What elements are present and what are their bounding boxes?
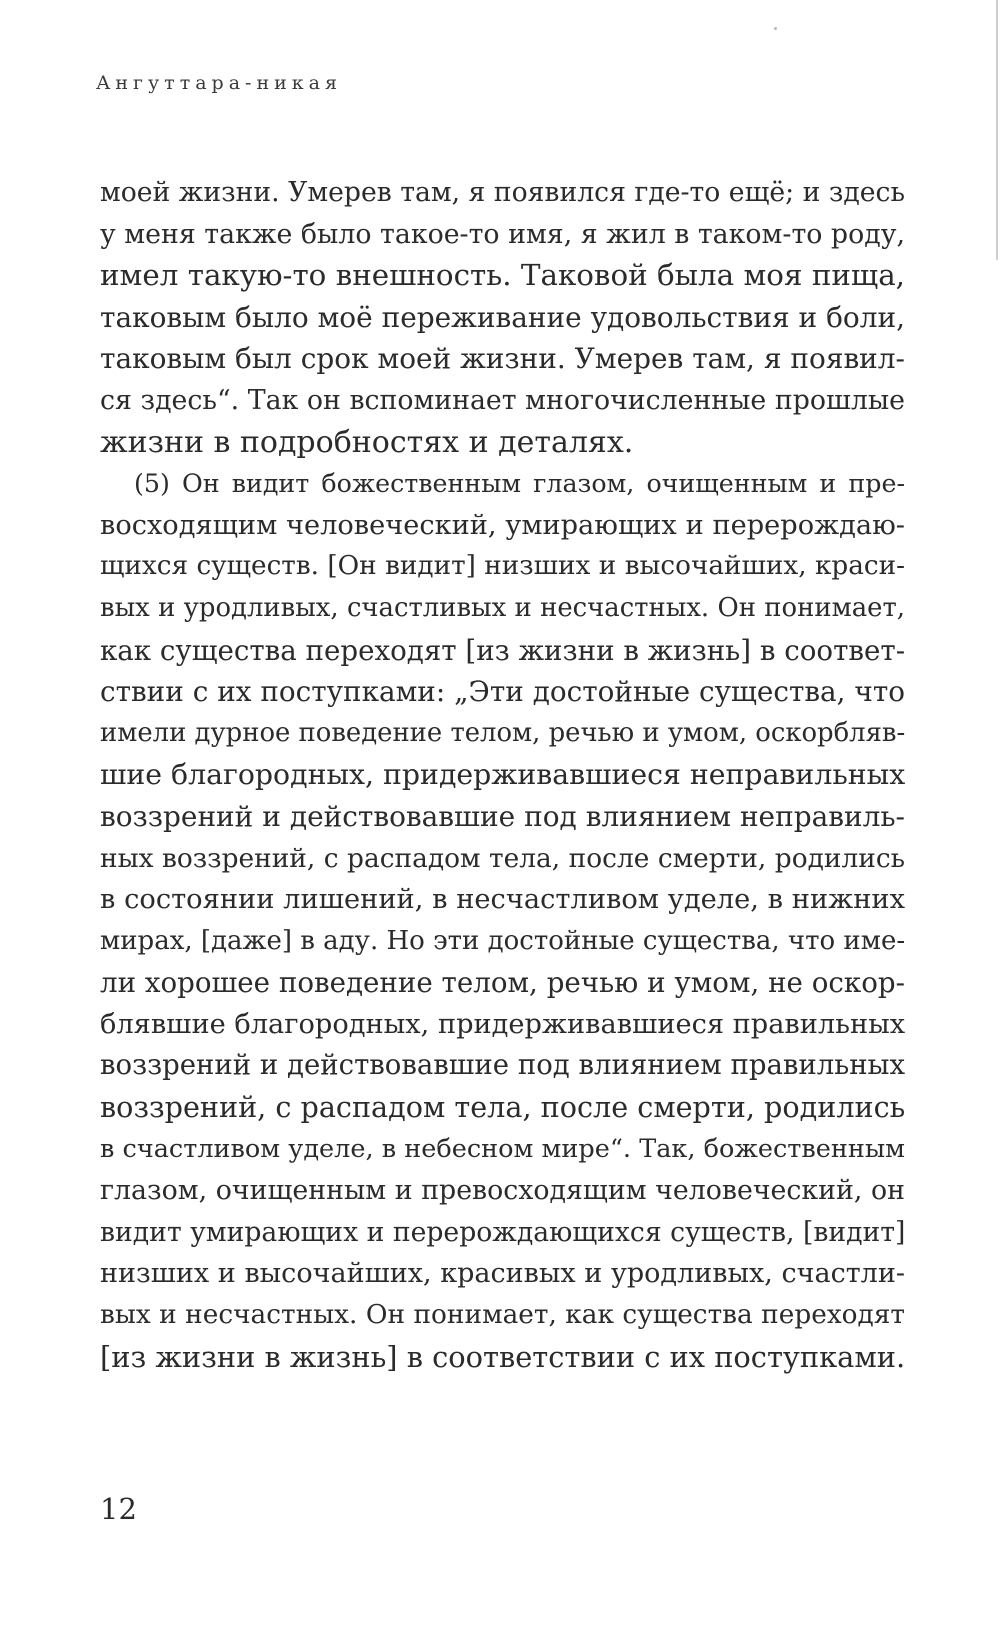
text-line: низших и высочайших, красивых и уродливых, счастли- xyxy=(100,1258,905,1290)
text-line: [из жизни в жизнь] в соответствии с их поступками. xyxy=(100,1339,906,1374)
text-line: мирах, [даже] в аду. Но эти достойные существа, что име- xyxy=(100,925,906,956)
text-line: ных воззрений, с распадом тела, после смерти, родились xyxy=(100,842,905,874)
text-line: таковым был срок моей жизни. Умерев там, я появил- xyxy=(100,342,905,376)
paper-speck xyxy=(774,27,777,30)
text-line: имели дурное поведение телом, речью и умом, оскорбляв- xyxy=(100,717,906,748)
text-line: вых и несчастных. Он понимает, как существа переходят xyxy=(100,1300,905,1331)
text-line: имел такую-то внешность. Таковой была моя пища, xyxy=(100,258,905,293)
text-line: у меня также было такое-то имя, я жил в таком-то роду, xyxy=(100,218,905,250)
text-line: ся здесь“. Так он вспоминает многочисленные прошлые xyxy=(100,384,905,416)
text-line: в состоянии лишений, в несчастливом уделе, в нижних xyxy=(100,884,905,916)
body-text xyxy=(100,172,905,1378)
text-line: ли хорошее поведение телом, речью и умом, не оскор- xyxy=(100,966,905,1000)
text-line: ствии с их поступками: „Эти достойные существа, что xyxy=(100,675,905,709)
text-line: воззрений и действовавшие под влиянием неправиль- xyxy=(100,799,905,833)
page-edge-shadow xyxy=(996,0,998,260)
text-line: как существа переходят [из жизни в жизнь] в соответ- xyxy=(100,633,906,667)
text-line: таковым было моё переживание удовольствия и боли, xyxy=(100,300,905,334)
text-line: воззрений, с распадом тела, после смерти, родились xyxy=(100,1090,906,1125)
text-line: в счастливом уделе, в небесном мире“. Так, божественным xyxy=(100,1133,905,1164)
text-line: шие благородных, придерживавшиеся неправильных xyxy=(100,758,906,792)
text-line: глазом, очищенным и превосходящим человеческий, он xyxy=(100,1175,905,1207)
text-line: (5) Он видит божественным глазом, очищенным и пре- xyxy=(134,469,905,499)
text-line: моей жизни. Умерев там, я появился где-то ещё; и здесь xyxy=(100,177,905,208)
text-line: блявшие благородных, придерживавшиеся правильных xyxy=(100,1008,906,1040)
text-line: восходящим человеческий, умирающих и перерождаю- xyxy=(100,509,905,541)
paragraph-2 xyxy=(100,463,905,1378)
paragraph-1 xyxy=(100,172,905,463)
text-line: вых и уродливых, счастливых и несчастных. Он понимает, xyxy=(100,592,905,623)
page-number: 12 xyxy=(100,1492,137,1526)
text-line: жизни в подробностях и деталях. xyxy=(100,424,634,460)
text-line: видит умирающих и перерождающихся существ, [видит] xyxy=(100,1216,906,1248)
running-head: Ангуттара-никая xyxy=(96,72,342,94)
text-line: щихся существ. [Он видит] низших и высочайших, краси- xyxy=(100,551,905,582)
text-line: воззрений и действовавшие под влиянием правильных xyxy=(100,1049,905,1082)
